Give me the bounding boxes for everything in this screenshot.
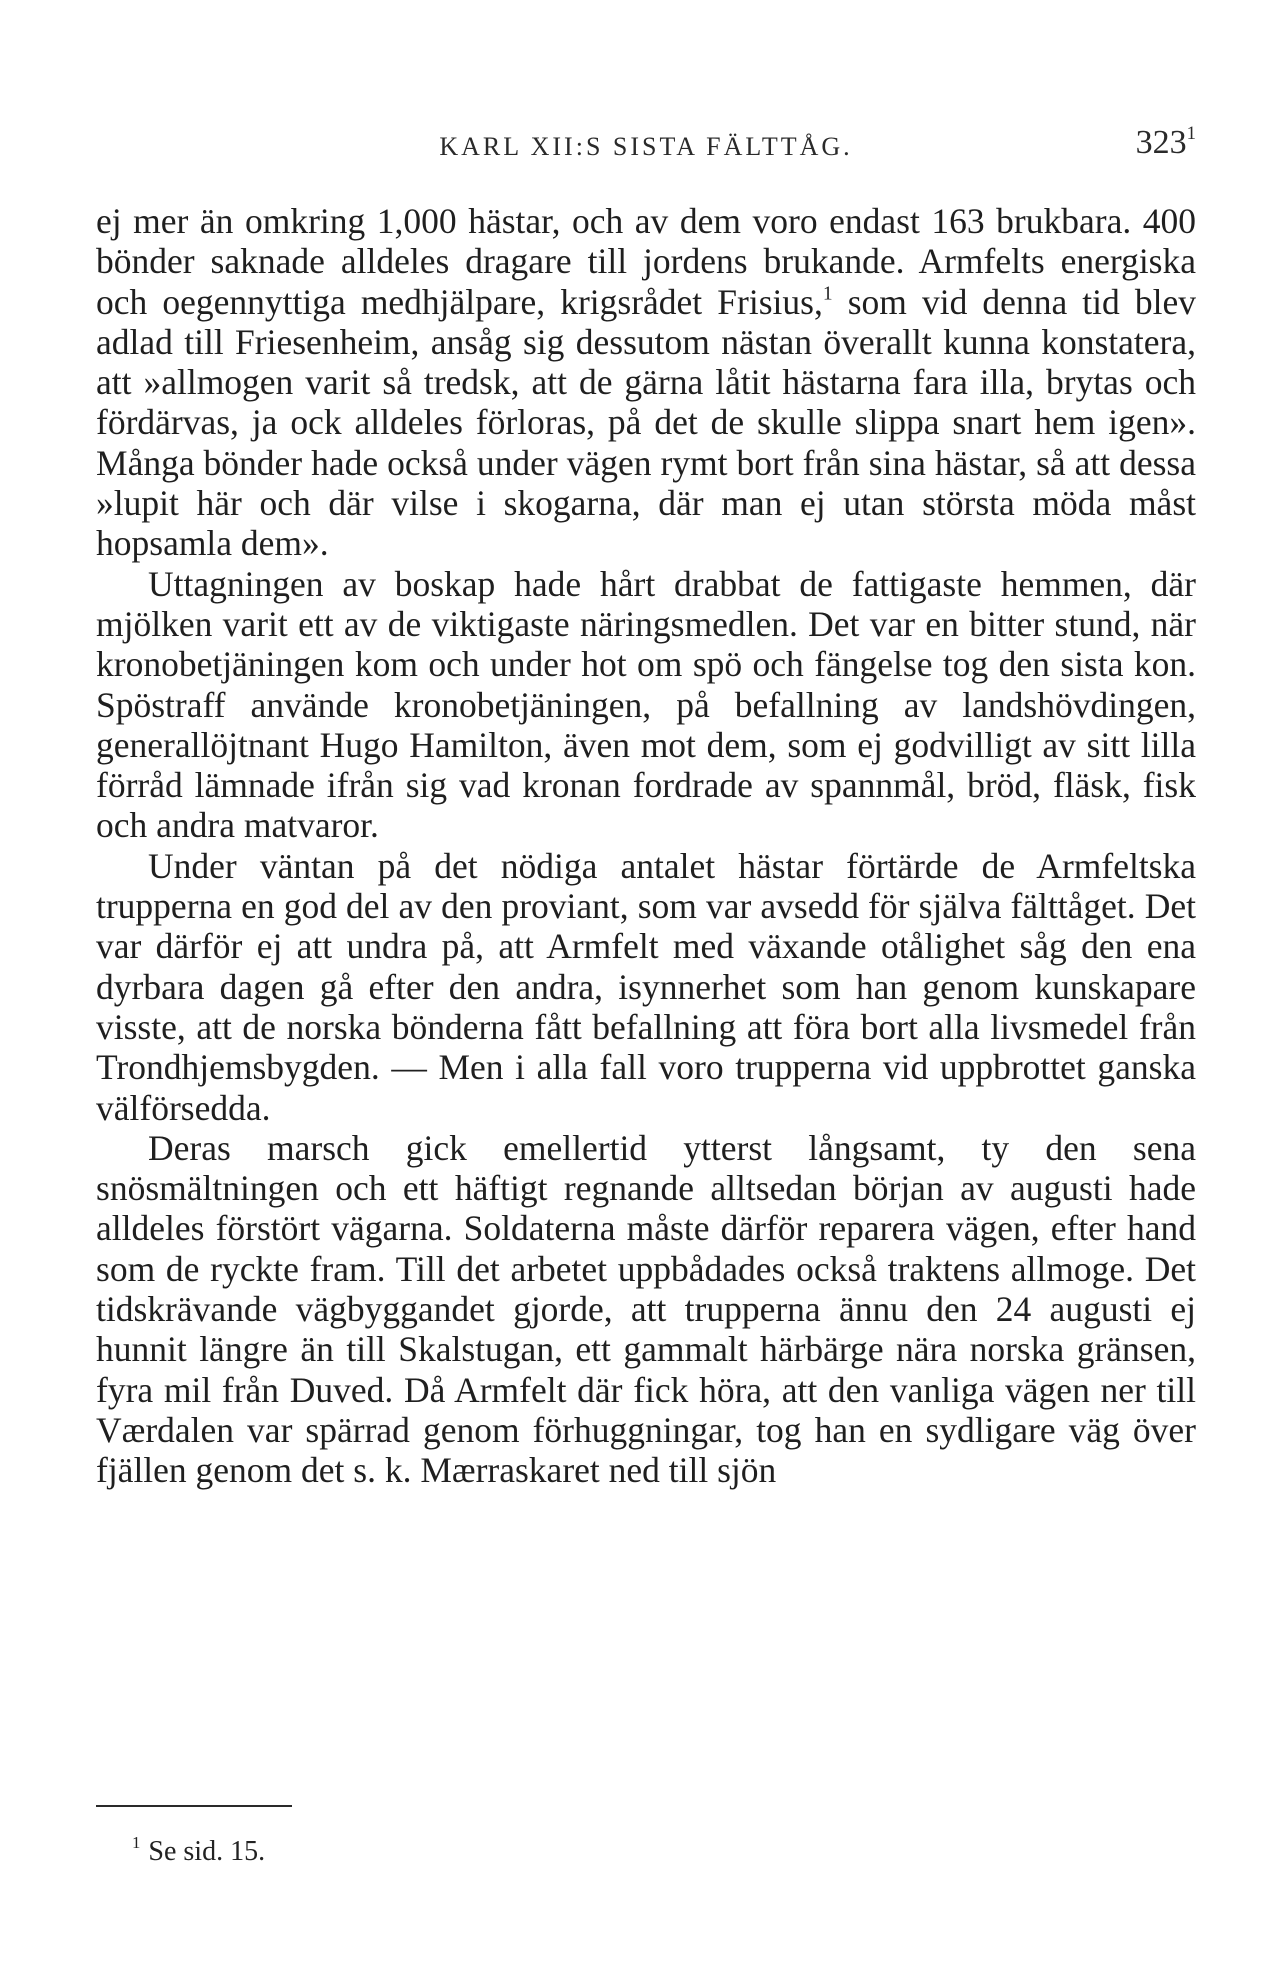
- page-number-mark: 1: [1186, 122, 1196, 144]
- footnote-text: Se sid. 15.: [148, 1836, 266, 1867]
- running-title: KARL XII:S SISTA FÄLTTÅG.: [439, 132, 853, 161]
- body-text: [96, 201, 1196, 1491]
- footnote-mark: 1: [132, 1833, 141, 1853]
- footnote-rule: [96, 1805, 292, 1807]
- paragraph-4: Deras marsch gick emellertid ytterst långsamt, ty den sena snösmältningen och ett häftigt regnande alltsedan början av augusti hade alldeles förstört vägarna. Soldaterna måste därför reparera vägen, efter hand som de ryckte fram. Till det arbetet uppbådades också traktens allmoge. Det tidskrävande vägbyggandet gjorde, att trupperna ännu den 24 augusti ej hunnit längre än till Skalstugan, ett gammalt härbärge nära norska gränsen, fyra mil från Duved. Då Armfelt där fick höra, att den vanliga vägen ner till Værdalen var spärrad genom förhuggningar, tog han en sydligare väg över fjällen genom det s. k. Mærraskaret ned till sjön: [96, 1127, 1196, 1491]
- footnote: [132, 1835, 265, 1869]
- page-number: [1136, 124, 1196, 162]
- paragraph-3: Under väntan på det nödiga antalet hästar förtärde de Armfeltska trupperna en god del av den proviant, som var avsedd för själva fälttåget. Det var därför ej att undra på, att Armfelt med växande otålighet såg den ena dyrbara dagen gå efter den andra, isynnerhet som han genom kunskapare visste, att de norska bönderna fått befallning att föra bort alla livsmedel från Trondhjemsbygden. — Men i alla fall voro trupperna vid uppbrottet ganska välförsedda.: [96, 845, 1196, 1128]
- paragraph-2: Uttagningen av boskap hade hårt drabbat de fattigaste hemmen, där mjölken varit ett av de viktigaste näringsmedlen. Det var en bitter stund, när kronobetjäningen kom och under hot om spö och fängelse tog den sista kon. Spöstraff använde kronobetjäningen, på befallning av landshövdingen, generallöjtnant Hugo Hamilton, även mot dem, som ej godvilligt av sitt lilla förråd lämnade ifrån sig vad kronan fordrade av spannmål, bröd, fläsk, fisk och andra matvaror.: [96, 563, 1196, 846]
- running-head: [96, 118, 1196, 178]
- paragraph-1-part-b: som vid denna tid blev adlad till Friesenheim, ansåg sig dessutom nästan överallt kunna konstatera, att »allmogen varit så tredsk, att de gärna låtit hästarna fara illa, brytas och fördärvas, ja ock alldeles förloras, på det de skulle slippa snart hem igen». Många bönder hade också under vägen rymt bort från sina hästar, så att dessa »lupit här och där vilse i skogarna, där man ej utan största möda måst hopsamla dem».: [96, 281, 1196, 564]
- footnote-reference: 1: [822, 282, 833, 304]
- paragraph-1-part-a: ej mer än omkring 1,000 hästar, och av dem voro endast 163 brukbara. 400 bönder saknade alldeles dragare till jordens brukande. Armfelts energiska och oegennyttiga medhjälpare, krigsrådet Frisius,: [96, 201, 1196, 322]
- paragraph-1: [96, 201, 1196, 564]
- page-number-value: 323: [1135, 124, 1187, 161]
